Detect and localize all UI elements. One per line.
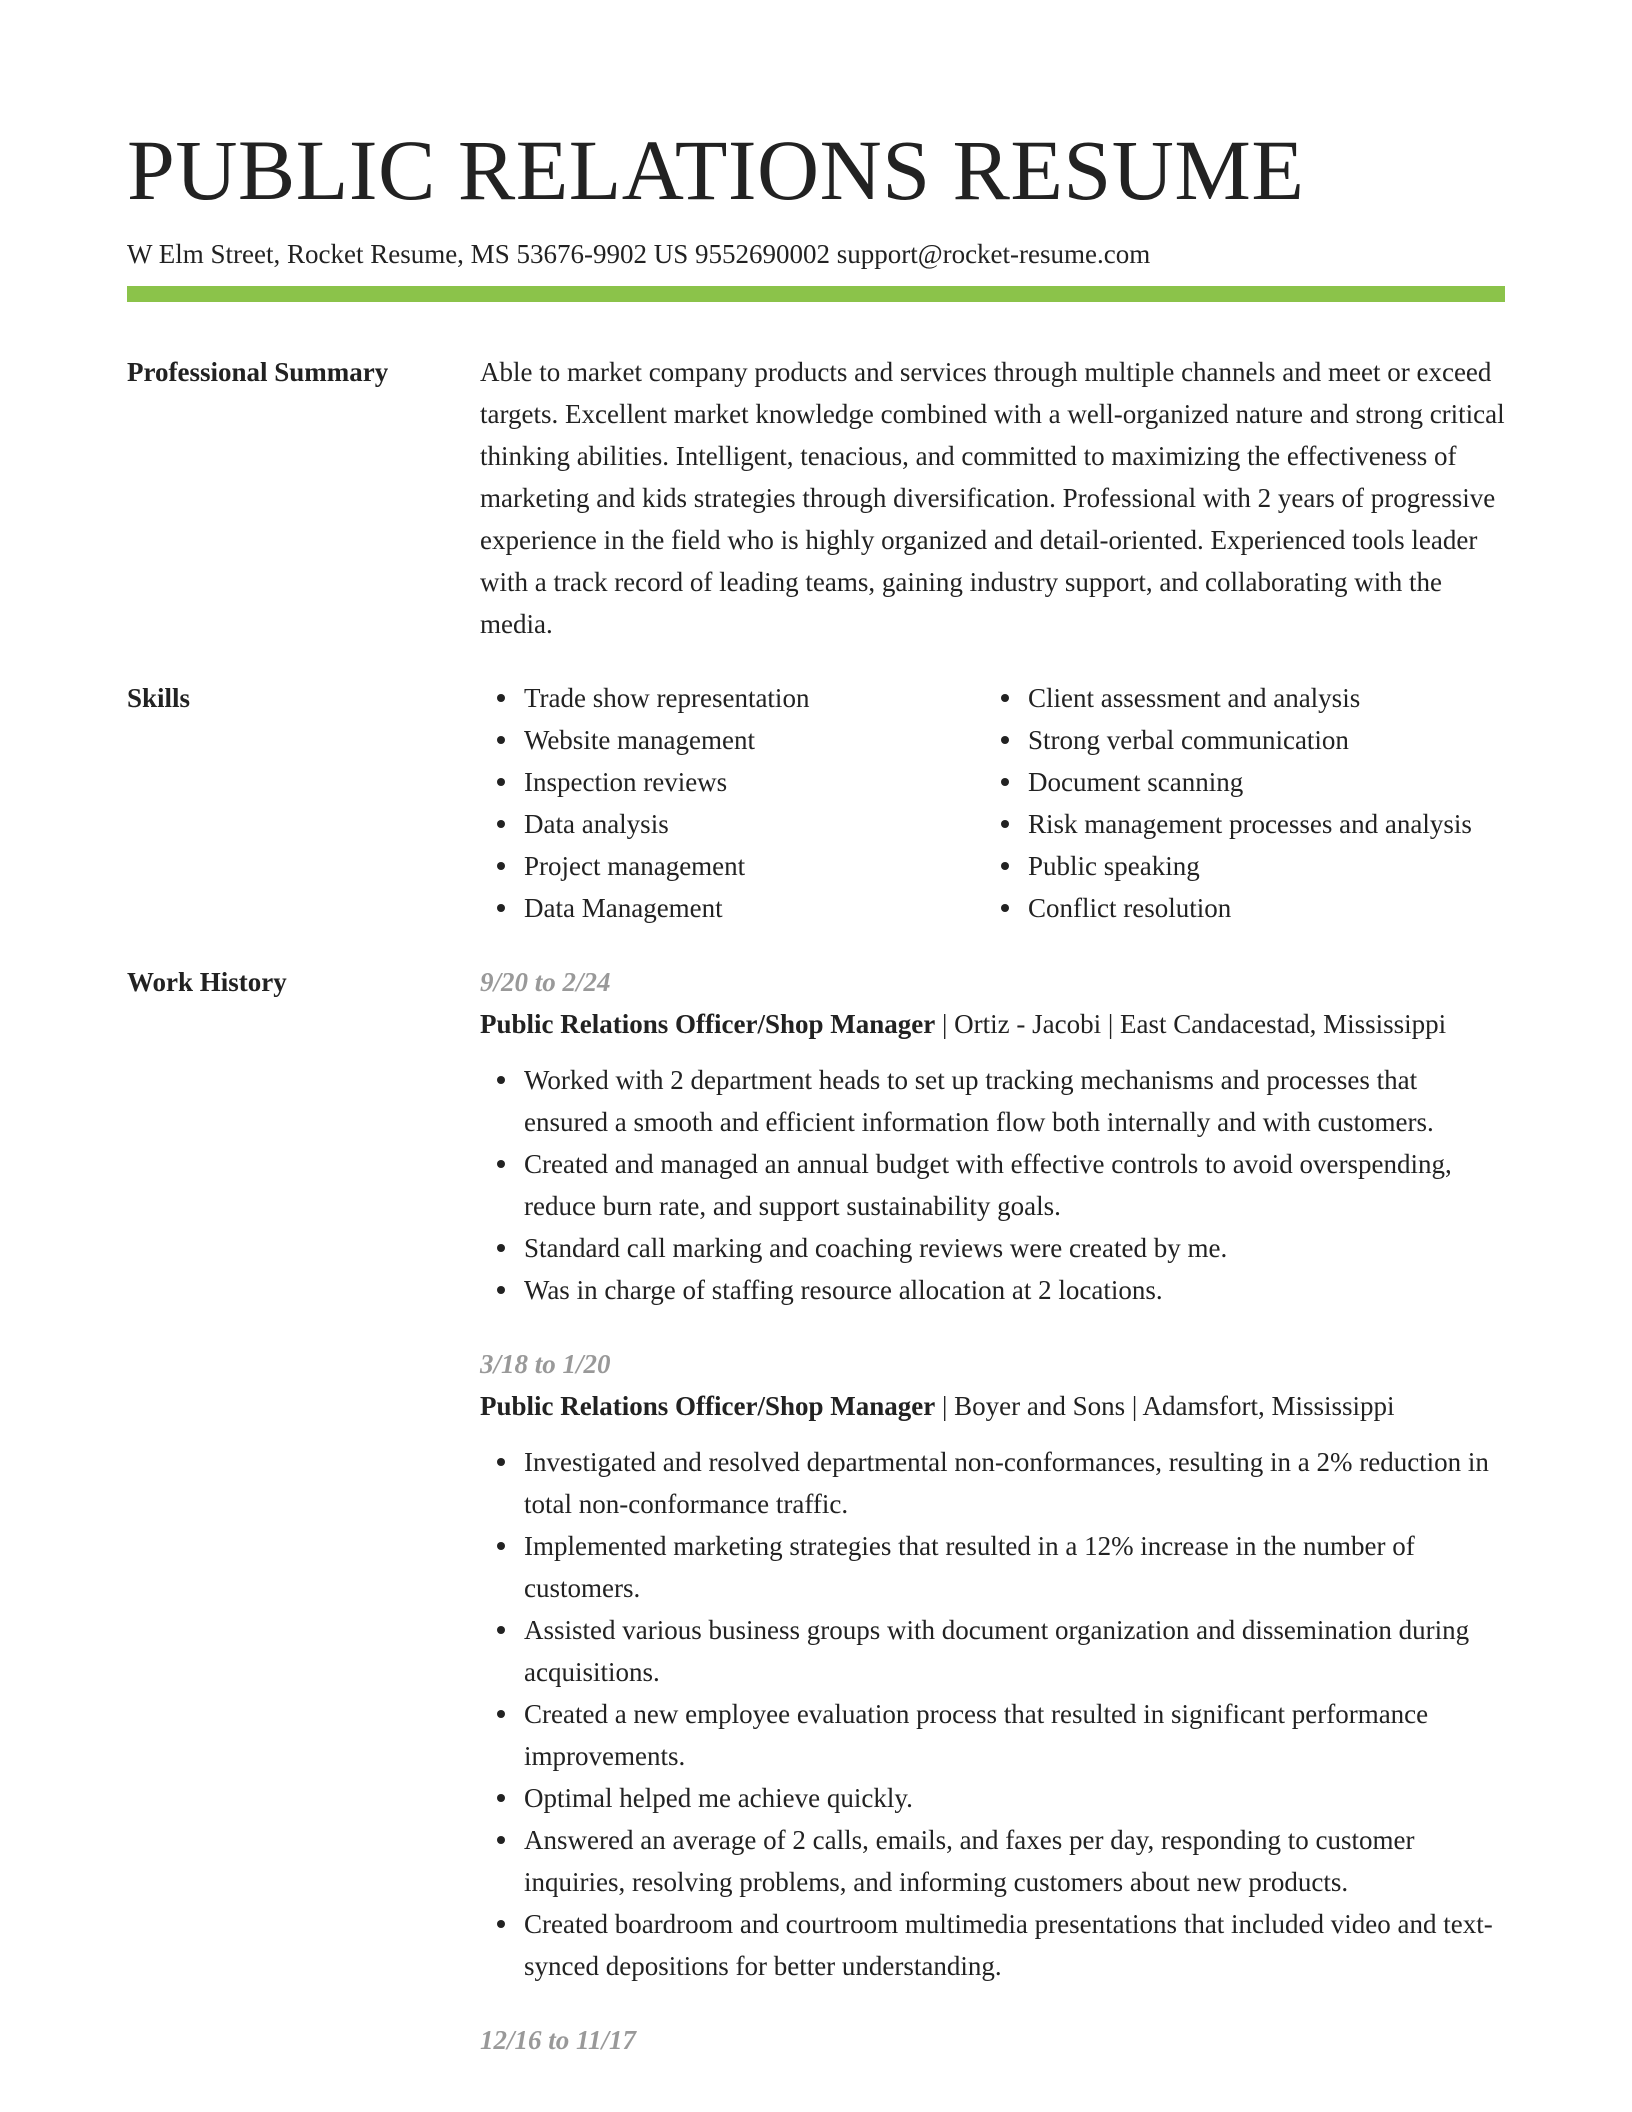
job-bullets: [480, 1059, 1505, 1311]
section-label: Work History: [127, 967, 287, 997]
skills-list-left: [480, 677, 984, 929]
job-title-line: [480, 1003, 1505, 1045]
resume-title: PUBLIC RELATIONS RESUME: [127, 122, 1305, 218]
section-label: Professional Summary: [127, 357, 389, 387]
job-title: Public Relations Officer/Shop Manager: [480, 1009, 936, 1039]
skill-item: Conflict resolution: [1028, 887, 1498, 929]
job-title: Public Relations Officer/Shop Manager: [480, 1391, 936, 1421]
job-bullet: Created boardroom and courtroom multimedia presentations that included video and text-synced depositions for better understanding.: [524, 1903, 1505, 1987]
work-history-section: [127, 961, 1505, 2093]
skill-item: Public speaking: [1028, 845, 1498, 887]
job-dates: 12/16 to 11/17: [480, 2025, 637, 2055]
job-bullet: Investigated and resolved departmental non-conformances, resulting in a 2% reduction in total non-conformance traffic.: [524, 1441, 1505, 1525]
contact-line: W Elm Street, Rocket Resume, MS 53676-9902 US 9552690002 support@rocket-resume.com: [127, 239, 1151, 269]
skill-item: Website management: [524, 719, 984, 761]
resume-page: [127, 0, 1505, 2093]
section-label: Skills: [127, 683, 191, 713]
job-bullet: Was in charge of staffing resource allocation at 2 locations.: [524, 1269, 1505, 1311]
header-divider: [127, 286, 1505, 302]
job-details: | Ortiz - Jacobi | East Candacestad, Mississippi: [935, 1009, 1447, 1039]
skill-item: Document scanning: [1028, 761, 1498, 803]
skills-section: [127, 677, 1505, 929]
job-bullet: Optimal helped me achieve quickly.: [524, 1777, 1505, 1819]
skill-item: Trade show representation: [524, 677, 984, 719]
job-entry: [480, 2019, 1505, 2061]
skill-item: Data analysis: [524, 803, 984, 845]
job-title-line: [480, 1385, 1505, 1427]
job-bullet: Created a new employee evaluation process that resulted in significant performance improvements.: [524, 1693, 1505, 1777]
job-bullet: Standard call marking and coaching reviews were created by me.: [524, 1227, 1505, 1269]
skill-item: Inspection reviews: [524, 761, 984, 803]
job-bullet: Implemented marketing strategies that resulted in a 12% increase in the number of customers.: [524, 1525, 1505, 1609]
job-dates: 3/18 to 1/20: [480, 1349, 611, 1379]
skill-item: Strong verbal communication: [1028, 719, 1498, 761]
skill-item: Project management: [524, 845, 984, 887]
skill-item: Client assessment and analysis: [1028, 677, 1498, 719]
job-bullet: Worked with 2 department heads to set up tracking mechanisms and processes that ensured a smooth and efficient information flow both internally and with customers.: [524, 1059, 1505, 1143]
summary-text: Able to market company products and services through multiple channels and meet or exceed targets. Excellent market knowledge combined with a well-organized nature and strong critical thinking abilities. Intelligent, tenacious, and committed to maximizing the effectiveness of marketing and kids strategies through diversification. Professional with 2 years of progressive experience in the field who is highly organized and detail-oriented. Experienced tools leader with a track record of leading teams, gaining industry support, and collaborating with the media.: [480, 357, 1505, 639]
skill-item: Risk management processes and analysis: [1028, 803, 1498, 845]
job-bullets: [480, 1441, 1505, 1987]
summary-section: [127, 351, 1505, 645]
job-details: | Boyer and Sons | Adamsfort, Mississippi: [935, 1391, 1395, 1421]
job-bullet: Assisted various business groups with document organization and dissemination during acquisitions.: [524, 1609, 1505, 1693]
job-bullet: Answered an average of 2 calls, emails, and faxes per day, responding to customer inquiries, resolving problems, and informing customers about new products.: [524, 1819, 1505, 1903]
job-bullet: Created and managed an annual budget with effective controls to avoid overspending, reduce burn rate, and support sustainability goals.: [524, 1143, 1505, 1227]
skills-grid: [480, 677, 1505, 929]
job-entry: [480, 961, 1505, 1311]
skills-list-right: [984, 677, 1498, 929]
job-entry: [480, 1343, 1505, 1987]
skill-item: Data Management: [524, 887, 984, 929]
job-dates: 9/20 to 2/24: [480, 967, 611, 997]
